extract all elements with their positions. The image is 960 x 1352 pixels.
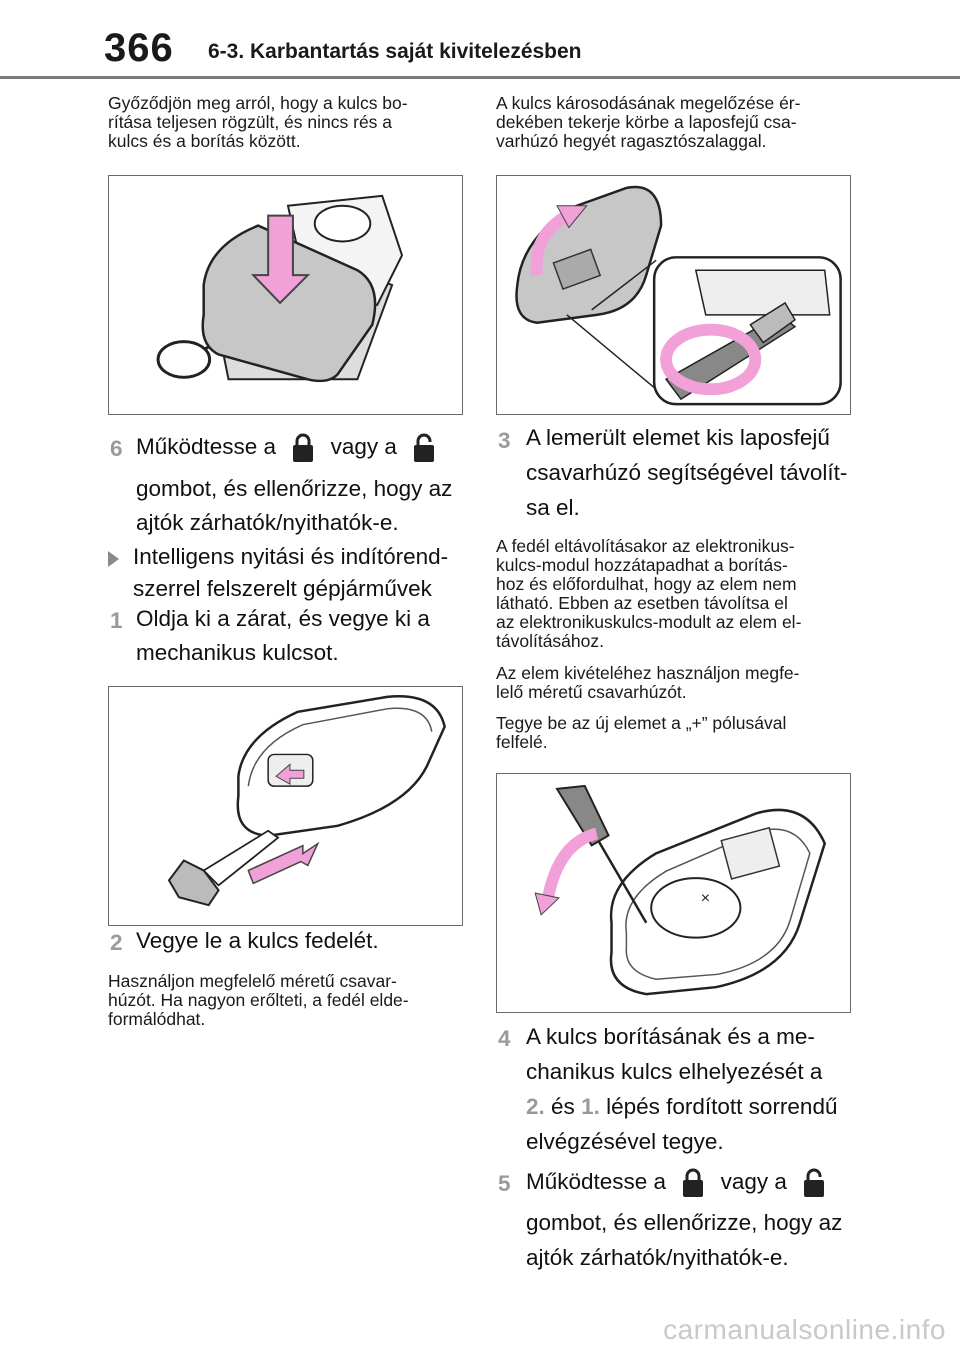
text-line: hoz és előfordulhat, hogy az elem nem (496, 574, 797, 594)
lock-icon (290, 432, 316, 464)
text-line: kulcs-modul hozzátapadhat a borítás- (496, 555, 788, 575)
step-5-line-3: ajtók zárhatók/nyithatók-e. (526, 1245, 789, 1270)
page-header (0, 0, 960, 80)
text-line: rítása teljesen rögzült, és nincs rés a (108, 112, 393, 132)
step-2-number: 2 (110, 930, 123, 955)
step-4-line-1: A kulcs borításának és a me- (526, 1024, 815, 1049)
step-6-line-2: gombot, és ellenőrizze, hogy az (136, 476, 453, 501)
step-5-line-1 (526, 1164, 835, 1200)
right-intro-note (496, 94, 800, 151)
subhead-line-1: Intelligens nyitási és indítórend- (133, 544, 449, 569)
step-3-note-polarity (496, 714, 786, 752)
mechanical-key-illustration (109, 687, 462, 925)
text-line: dekében tekerje körbe a laposfejű csa- (496, 112, 797, 132)
step-1-line-1: Oldja ki a zárat, és vegye ki a (136, 606, 430, 631)
text-line: Az elem kivételéhez használjon megfe- (496, 663, 800, 683)
header-divider (0, 76, 960, 79)
text-line: formálódhat. (108, 1009, 206, 1029)
step-3-number: 3 (498, 428, 511, 453)
subhead-arrow-icon (108, 551, 119, 567)
text-line: az elektronikuskulcs-modult az elem el- (496, 612, 802, 632)
step-4-line-4: elvégzésével tegye. (526, 1129, 724, 1154)
section-title: 6-3. Karbantartás saját kivitelezésben (208, 40, 582, 63)
unlock-icon (801, 1167, 827, 1199)
step-6-line-1 (136, 429, 445, 465)
text-segment: Működtesse a (136, 434, 277, 459)
text-segment: vagy a (720, 1169, 787, 1194)
step-5-number: 5 (498, 1171, 511, 1196)
text-line: A kulcs károsodásának megelőzése ér- (496, 93, 801, 113)
text-line: varhúzó hegyét ragasztószalaggal. (496, 131, 767, 151)
subhead-line-2: szerrel felszerelt gépjárművek (133, 576, 432, 601)
page-number: 366 (104, 26, 174, 70)
step-reference-1: 1. (581, 1094, 600, 1119)
step-2-text: Vegye le a kulcs fedelét. (136, 928, 379, 953)
text-line: A fedél eltávolításakor az elektronikus- (496, 536, 795, 556)
step-4-line-2: chanikus kulcs elhelyezését a (526, 1059, 823, 1084)
text-line: távolításához. (496, 631, 604, 651)
step-4-number: 4 (498, 1026, 511, 1051)
battery-removal-illustration (497, 774, 850, 1012)
lock-icon (680, 1167, 706, 1199)
figure-mechanical-key (108, 686, 463, 926)
key-cover-illustration (109, 176, 462, 414)
step-5-line-2: gombot, és ellenőrizze, hogy az (526, 1210, 843, 1235)
step-3-note-screwdriver (496, 664, 800, 702)
text-line: Tegye be az új elemet a „+” pólusával (496, 713, 787, 733)
figure-battery-removal (496, 773, 851, 1013)
text-line: kulcs és a borítás között. (108, 131, 301, 151)
step-2-note (108, 972, 409, 1029)
figure-key-cover-fit (108, 175, 463, 415)
step-1-number: 1 (110, 608, 123, 633)
step-4-line-3 (526, 1089, 837, 1125)
text-segment: és (551, 1094, 575, 1119)
step-6-line-3: ajtók zárhatók/nyithatók-e. (136, 510, 399, 535)
step-reference-2: 2. (526, 1094, 545, 1119)
text-segment: lépés fordított sorrendű (606, 1094, 838, 1119)
text-segment: vagy a (330, 434, 397, 459)
step-1-line-2: mechanikus kulcsot. (136, 640, 339, 665)
figure-cover-removal (496, 175, 851, 415)
step-3-line-1: A lemerült elemet kis laposfejű (526, 425, 830, 450)
text-line: Győződjön meg arról, hogy a kulcs bo- (108, 93, 408, 113)
left-intro-note (108, 94, 408, 151)
text-line: Használjon megfelelő méretű csavar- (108, 971, 397, 991)
step-3-note-module (496, 537, 801, 651)
cover-removal-illustration (497, 176, 850, 414)
battery-plus-mark: × (700, 889, 711, 907)
text-line: húzót. Ha nagyon erőlteti, a fedél elde- (108, 990, 409, 1010)
step-3-line-2: csavarhúzó segítségével távolít- (526, 460, 848, 485)
unlock-icon (411, 432, 437, 464)
text-line: felfelé. (496, 732, 548, 752)
watermark: carmanualsonline.info (663, 1314, 946, 1345)
step-6-number: 6 (110, 436, 123, 461)
text-line: lelő méretű csavarhúzót. (496, 682, 687, 702)
text-line: látható. Ebben az esetben távolítsa el (496, 593, 788, 613)
text-segment: Működtesse a (526, 1169, 667, 1194)
step-3-line-3: sa el. (526, 495, 580, 520)
